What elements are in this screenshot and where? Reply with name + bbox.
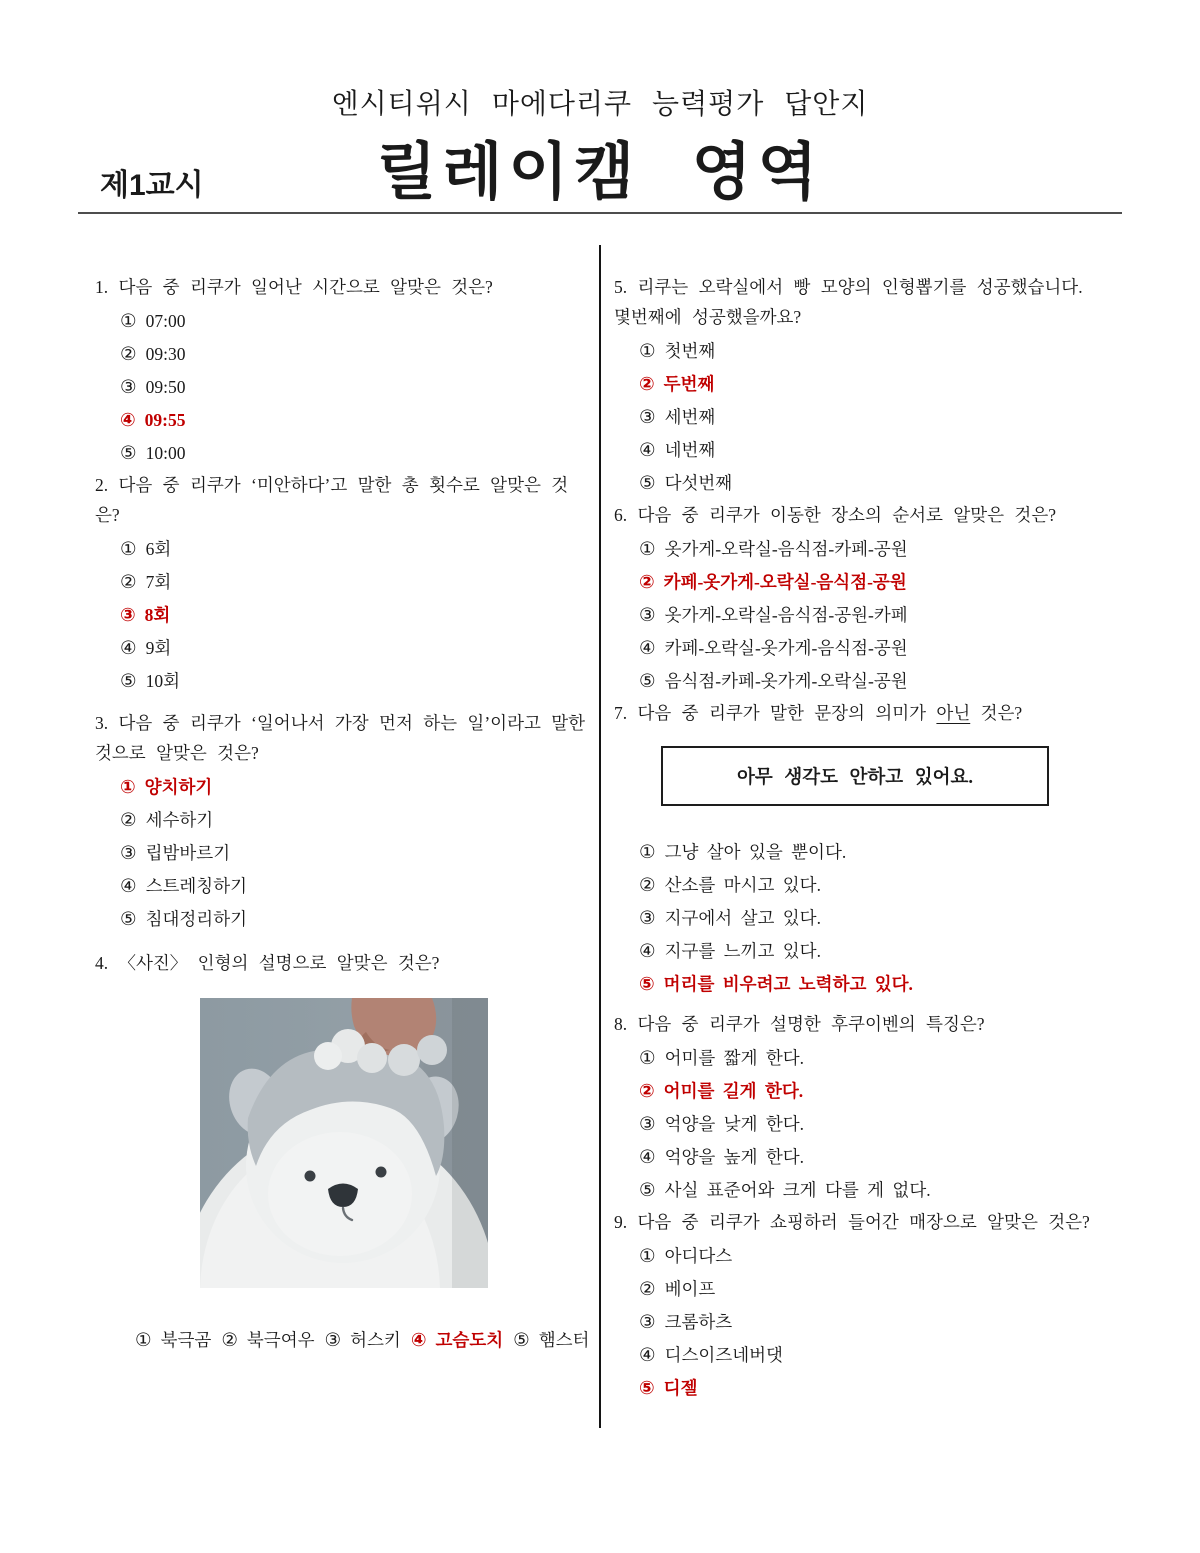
option <box>639 1108 1108 1141</box>
option-text: 북극곰 <box>160 1330 212 1350</box>
options <box>639 1042 1108 1207</box>
option <box>221 1330 314 1350</box>
option <box>639 1306 1108 1339</box>
option-marker: ② <box>120 810 137 831</box>
option-marker: ④ <box>639 440 656 461</box>
option-marker: ⑤ <box>513 1330 530 1351</box>
option-text: 두번째 <box>663 374 715 394</box>
option-marker: ⑤ <box>639 974 655 995</box>
option-text: 다섯번째 <box>664 473 733 493</box>
question-title-text: 리쿠는 오락실에서 빵 모양의 인형뽑기를 성공했습니다. 몇번째에 성공했을까요? <box>614 277 1083 327</box>
option <box>120 903 589 936</box>
question-number: 4. <box>95 953 109 973</box>
option-marker: ③ <box>324 1330 342 1351</box>
option <box>639 335 1108 368</box>
question-number: 5. <box>614 277 628 297</box>
question-title <box>95 948 589 978</box>
options <box>639 533 1108 698</box>
option-text: 09:55 <box>144 410 186 430</box>
option-marker: ⑤ <box>120 909 137 930</box>
option-marker: ② <box>639 1081 655 1102</box>
option-text: 크롬하츠 <box>664 1312 733 1332</box>
option-text: 허스키 <box>350 1330 401 1350</box>
option <box>639 467 1108 500</box>
option-text: 10:00 <box>145 443 186 463</box>
option <box>120 804 589 837</box>
option-answer <box>639 1075 1108 1108</box>
option <box>135 1330 211 1350</box>
question-title-text: 아닌 <box>936 703 971 723</box>
question-title <box>95 708 589 768</box>
question-title-text: 것은? <box>970 703 1023 723</box>
option-marker: ③ <box>120 377 137 398</box>
question-number: 7. <box>614 703 628 723</box>
right-column <box>614 272 1108 1405</box>
option-text: 햄스터 <box>538 1330 590 1350</box>
option-marker: ② <box>639 374 655 395</box>
option-marker: ④ <box>639 1345 656 1366</box>
option-marker: ② <box>639 572 655 593</box>
question-title-text: 다음 중 리쿠가 일어난 시간으로 알맞은 것은? <box>118 277 493 297</box>
option <box>639 935 1108 968</box>
option-text: 9회 <box>145 638 172 658</box>
option-text: 음식점-카페-옷가게-오락실-공원 <box>664 671 908 691</box>
option-marker: ⑤ <box>120 443 137 464</box>
option-answer <box>639 368 1108 401</box>
option-marker: ③ <box>639 1312 656 1333</box>
option-answer <box>120 404 589 437</box>
options <box>135 1324 589 1357</box>
option <box>120 665 589 698</box>
option <box>639 1273 1108 1306</box>
question-3 <box>95 708 589 936</box>
question-title <box>614 272 1108 332</box>
question-title <box>95 470 589 530</box>
option-text: 베이프 <box>664 1279 716 1299</box>
option <box>639 1141 1108 1174</box>
option-text: 네번째 <box>664 440 716 460</box>
option-text: 옷가게-오락실-음식점-공원-카페 <box>664 605 908 625</box>
option-text: 첫번째 <box>664 341 716 361</box>
option <box>639 869 1108 902</box>
option-text: 디젤 <box>663 1378 698 1398</box>
option-marker: ① <box>135 1330 152 1351</box>
option-marker: ① <box>120 777 136 798</box>
question-5 <box>614 272 1108 500</box>
option <box>639 434 1108 467</box>
question-title <box>614 500 1108 530</box>
option-marker: ① <box>639 341 656 362</box>
period-label: 제1교시 <box>100 169 204 202</box>
question-8 <box>614 1009 1108 1207</box>
options <box>120 305 589 470</box>
option-text: 옷가게-오락실-음식점-카페-공원 <box>664 539 908 559</box>
question-title-text: 다음 중 리쿠가 ‘미안하다’고 말한 총 횟수로 알맞은 것은? <box>95 475 569 525</box>
option <box>639 902 1108 935</box>
question-title-text: 다음 중 리쿠가 말한 문장의 의미가 <box>637 703 937 723</box>
question-title-text: 다음 중 리쿠가 쇼핑하러 들어간 매장으로 알맞은 것은? <box>637 1212 1090 1232</box>
option <box>639 599 1108 632</box>
option <box>120 533 589 566</box>
question-number: 8. <box>614 1014 628 1034</box>
option-marker: ④ <box>120 410 136 431</box>
options <box>639 836 1108 1001</box>
option-marker: ① <box>639 842 656 863</box>
option-text: 10회 <box>145 671 180 691</box>
question-6 <box>614 500 1108 698</box>
option-marker: ⑤ <box>639 1378 655 1399</box>
option-text: 지구에서 살고 있다. <box>664 908 821 928</box>
quote-text: 아무 생각도 안하고 있어요. <box>736 768 974 788</box>
options <box>639 1240 1108 1405</box>
option-marker: ① <box>639 539 656 560</box>
option <box>513 1330 589 1350</box>
option <box>639 1174 1108 1207</box>
exam-subtitle: 엔시티위시 마에다리쿠 능력평가 답안지 <box>331 89 869 120</box>
option <box>120 870 589 903</box>
option-text: 산소를 마시고 있다. <box>664 875 821 895</box>
white-husky-plush-icon <box>200 998 488 1288</box>
option <box>120 371 589 404</box>
option-text: 아디다스 <box>664 1246 733 1266</box>
option-marker: ④ <box>120 638 137 659</box>
column-divider <box>599 245 601 1428</box>
option <box>120 632 589 665</box>
option-marker: ③ <box>639 605 656 626</box>
option <box>639 1339 1108 1372</box>
option-text: 디스이즈네버댓 <box>664 1345 783 1365</box>
option <box>639 1240 1108 1273</box>
option-marker: ③ <box>639 407 656 428</box>
option-marker: ④ <box>120 876 137 897</box>
options <box>120 533 589 698</box>
option-text: 8회 <box>144 605 171 625</box>
question-number: 9. <box>614 1212 628 1232</box>
option-marker: ② <box>120 344 137 365</box>
option-text: 세수하기 <box>145 810 214 830</box>
option <box>120 437 589 470</box>
option-marker: ③ <box>120 843 137 864</box>
header-rule <box>78 212 1122 214</box>
option-text: 세번째 <box>664 407 716 427</box>
option <box>639 836 1108 869</box>
option-text: 억양을 낮게 한다. <box>664 1114 805 1134</box>
option-marker: ① <box>120 311 137 332</box>
question-number: 2. <box>95 475 109 495</box>
option-text: 6회 <box>145 539 172 559</box>
option-text: 침대정리하기 <box>145 909 248 929</box>
quote-box <box>661 746 1049 806</box>
option-text: 07:00 <box>145 311 186 331</box>
option-text: 머리를 비우려고 노력하고 있다. <box>663 974 913 994</box>
option <box>120 338 589 371</box>
option-text: 7회 <box>145 572 172 592</box>
option-text: 북극여우 <box>246 1330 315 1350</box>
option <box>639 401 1108 434</box>
question-title <box>614 698 1108 728</box>
question-number: 6. <box>614 505 628 525</box>
question-title <box>614 1207 1108 1237</box>
option-marker: ③ <box>120 605 136 626</box>
option-answer <box>120 771 589 804</box>
option-marker: ① <box>120 539 137 560</box>
option-marker: ⑤ <box>639 1180 656 1201</box>
question-title-text: 〈사진〉 인형의 설명으로 알맞은 것은? <box>118 953 440 973</box>
option-marker: ④ <box>410 1330 427 1351</box>
option-text: 양치하기 <box>144 777 213 797</box>
option-marker: ④ <box>639 1147 656 1168</box>
option <box>639 632 1108 665</box>
option <box>639 665 1108 698</box>
question-2 <box>95 470 589 698</box>
option <box>639 1042 1108 1075</box>
option-marker: ③ <box>639 908 656 929</box>
question-7 <box>614 698 1108 1001</box>
option-text: 억양을 높게 한다. <box>664 1147 805 1167</box>
option-marker: ② <box>639 1279 656 1300</box>
question-title-text: 다음 중 리쿠가 ‘일어나서 가장 먼저 하는 일’이라고 말한 것으로 알맞은 것은? <box>95 713 586 763</box>
option-answer <box>639 566 1108 599</box>
question-title-text: 다음 중 리쿠가 설명한 후쿠이벤의 특징은? <box>637 1014 985 1034</box>
question-9 <box>614 1207 1108 1405</box>
question-number: 3. <box>95 713 109 733</box>
option-text: 어미를 짧게 한다. <box>664 1048 805 1068</box>
option-answer <box>120 599 589 632</box>
option-marker: ④ <box>639 941 656 962</box>
option <box>120 305 589 338</box>
question-1 <box>95 272 589 470</box>
option <box>639 533 1108 566</box>
option-marker: ⑤ <box>639 671 656 692</box>
option-marker: ③ <box>639 1114 656 1135</box>
question-4 <box>95 948 589 1357</box>
option-text: 09:30 <box>145 344 186 364</box>
option-text: 고슴도치 <box>435 1330 504 1350</box>
question-title <box>614 1009 1108 1039</box>
option-marker: ④ <box>639 638 656 659</box>
option-answer <box>639 1372 1108 1405</box>
option-text: 카페-오락실-옷가게-음식점-공원 <box>664 638 908 658</box>
question-title-text: 다음 중 리쿠가 이동한 장소의 순서로 알맞은 것은? <box>637 505 1056 525</box>
option-text: 립밤바르기 <box>145 843 231 863</box>
plush-doll-photo <box>200 998 488 1288</box>
option-marker: ① <box>639 1048 656 1069</box>
option-answer <box>411 1330 503 1350</box>
option <box>120 566 589 599</box>
options <box>120 771 589 936</box>
option-marker: ② <box>221 1330 238 1351</box>
option-marker: ⑤ <box>639 473 656 494</box>
option-marker: ② <box>639 875 656 896</box>
option-marker: ② <box>120 572 137 593</box>
question-number: 1. <box>95 277 109 297</box>
option-marker: ⑤ <box>120 671 137 692</box>
exam-section-title: 릴레이캠 영역 <box>376 139 824 207</box>
options <box>639 335 1108 500</box>
option-text: 지구를 느끼고 있다. <box>664 941 821 961</box>
option-text: 어미를 길게 한다. <box>663 1081 804 1101</box>
option-text: 사실 표준어와 크게 다를 게 없다. <box>664 1180 931 1200</box>
option-text: 카페-옷가게-오락실-음식점-공원 <box>663 572 907 592</box>
option <box>120 837 589 870</box>
left-column <box>95 272 589 1357</box>
option-marker: ① <box>639 1246 656 1267</box>
option-text: 09:50 <box>145 377 186 397</box>
option-text: 그냥 살아 있을 뿐이다. <box>664 842 847 862</box>
option-text: 스트레칭하기 <box>145 876 248 896</box>
option <box>325 1330 401 1350</box>
question-title <box>95 272 589 302</box>
option-answer <box>639 968 1108 1001</box>
